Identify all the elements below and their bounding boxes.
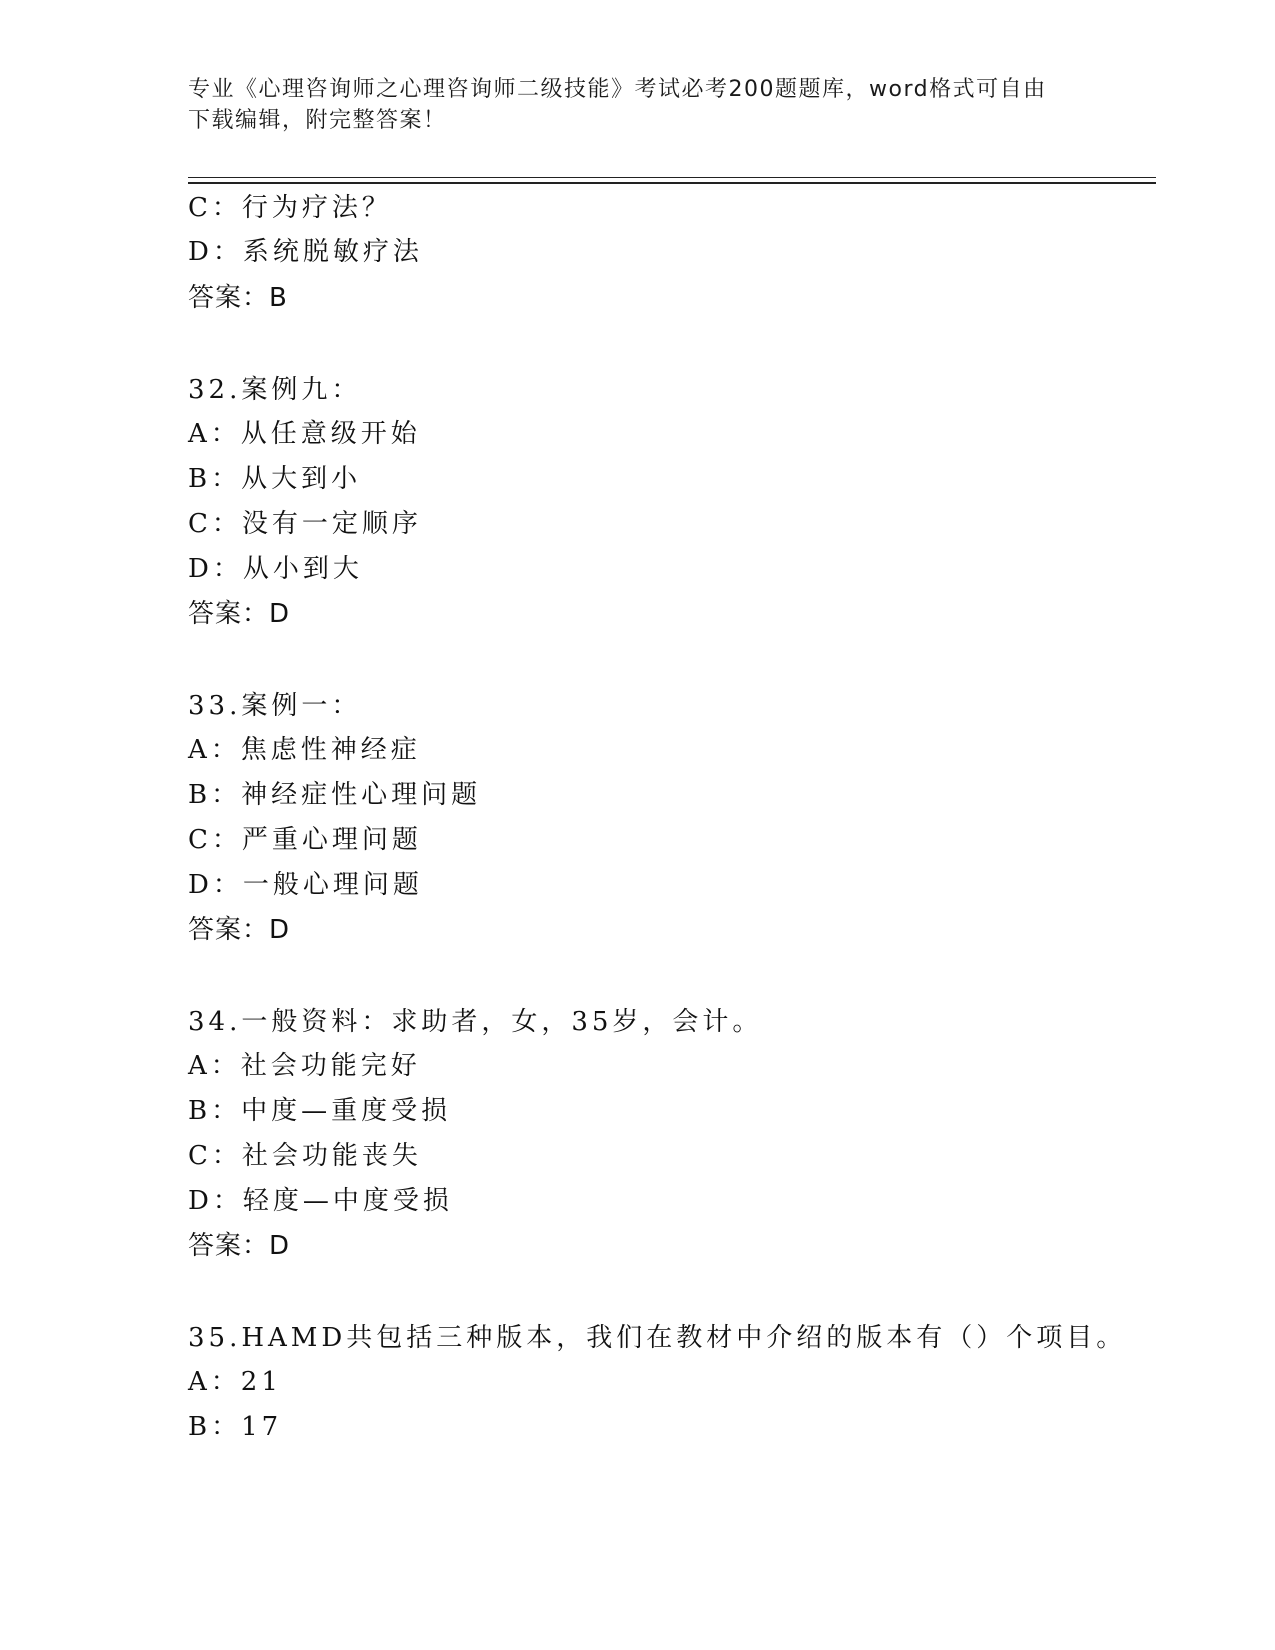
answer-line: 答案：D xyxy=(188,915,291,945)
option-b: B：从大到小 xyxy=(188,464,362,494)
option-a: A：21 xyxy=(188,1367,282,1397)
answer-line: 答案：B xyxy=(188,283,288,313)
option-d: D：轻度—中度受损 xyxy=(188,1186,453,1216)
option-a: A：从任意级开始 xyxy=(188,419,421,449)
answer-line: 答案：D xyxy=(188,1231,291,1261)
option-b: B：神经症性心理问题 xyxy=(188,780,482,810)
option-a: A：焦虑性神经症 xyxy=(188,735,421,765)
question-title: 32.案例九： xyxy=(188,375,362,405)
option-c: C：行为疗法？ xyxy=(188,193,392,223)
answer-line: 答案：D xyxy=(188,599,291,629)
option-d: D：一般心理问题 xyxy=(188,870,423,900)
option-b: B：中度—重度受损 xyxy=(188,1096,452,1126)
option-c: C：社会功能丧失 xyxy=(188,1141,422,1171)
option-d: D：从小到大 xyxy=(188,554,363,584)
header-divider-thick xyxy=(188,182,1156,184)
option-b: B：17 xyxy=(188,1412,283,1442)
option-c: C：严重心理问题 xyxy=(188,825,422,855)
option-a: A：社会功能完好 xyxy=(188,1051,421,1081)
header-divider-thin xyxy=(188,177,1156,178)
document-header: 专业《心理咨询师之心理咨询师二级技能》考试必考200题题库，word格式可自由下载编辑，附完整答案！ xyxy=(188,77,1047,133)
question-title: 33.案例一： xyxy=(188,691,362,721)
option-c: C：没有一定顺序 xyxy=(188,509,422,539)
option-d: D：系统脱敏疗法 xyxy=(188,237,423,267)
question-title: 35.HAMD共包括三种版本，我们在教材中介绍的版本有（）个项目。 xyxy=(188,1323,1127,1353)
question-title: 34.一般资料：求助者，女，35岁，会计。 xyxy=(188,1007,763,1037)
